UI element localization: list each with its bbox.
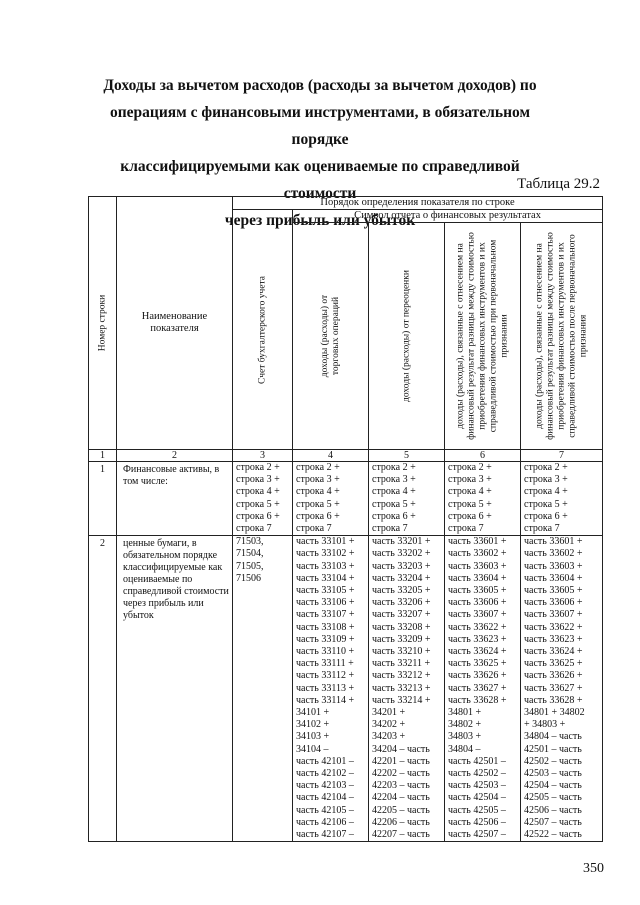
cell-line: 42207 – часть <box>372 829 430 841</box>
cell-line: часть 33602 + <box>448 548 507 560</box>
cell-line: часть 42506 – <box>448 816 506 828</box>
cell-line: строка 3 + <box>524 474 568 486</box>
cell-line: строка 6 + <box>372 510 416 522</box>
cell-line: 42505 – часть <box>524 792 582 804</box>
cell-line: строка 6 + <box>296 510 340 522</box>
cell-line: часть 33202 + <box>372 548 431 560</box>
row-cell <box>445 462 521 536</box>
cell-line: строка 7 <box>448 523 484 535</box>
cell-line: строка 7 <box>236 523 272 535</box>
cell-line: 42506 – часть <box>524 804 582 816</box>
cell-line: 42502 – часть <box>524 755 582 767</box>
header-indicator-name-text: Наименование показателя <box>141 311 208 334</box>
cell-line: 42201 – часть <box>372 755 430 767</box>
cell-line: 42204 – часть <box>372 792 430 804</box>
cell-line: строка 6 + <box>524 510 568 522</box>
cell-line: часть 42501 – <box>448 755 506 767</box>
cell-line: строка 6 + <box>448 510 492 522</box>
cell-line: строка 5 + <box>296 498 340 510</box>
header-col5 <box>369 223 445 450</box>
cell-line: часть 42107 – <box>296 829 354 841</box>
cell-line: часть 33627 + <box>524 682 583 694</box>
row-cell <box>369 536 445 842</box>
cell-line: строка 3 + <box>236 474 280 486</box>
row-cell <box>445 536 521 842</box>
column-number: 4 <box>293 450 369 462</box>
cell-line: часть 42103 – <box>296 780 354 792</box>
cell-line: строка 4 + <box>236 486 280 498</box>
cell-line: часть 33209 + <box>372 633 431 645</box>
cell-line: часть 33203 + <box>372 560 431 572</box>
cell-line: часть 33607 + <box>448 609 507 621</box>
cell-line: часть 33212 + <box>372 670 431 682</box>
cell-line: 34804 – часть <box>524 731 582 743</box>
header-col7 <box>521 223 603 450</box>
cell-line: часть 33108 + <box>296 621 355 633</box>
cell-line: часть 33623 + <box>524 633 583 645</box>
cell-line: часть 42102 – <box>296 768 354 780</box>
cell-line: часть 33110 + <box>296 646 355 658</box>
cell-line: часть 33103 + <box>296 560 355 572</box>
cell-line: часть 42104 – <box>296 792 354 804</box>
cell-line: 34203 + <box>372 731 406 743</box>
cell-line: 42203 – часть <box>372 780 430 792</box>
row-number: 1 <box>89 462 117 536</box>
cell-line: строка 3 + <box>296 474 340 486</box>
row-cell <box>369 462 445 536</box>
cell-line: часть 33627 + <box>448 682 507 694</box>
cell-line: часть 33104 + <box>296 572 355 584</box>
header-col5-text: доходы (расходы) от переоценки <box>401 270 411 402</box>
cell-line: часть 33204 + <box>372 572 431 584</box>
header-row-number <box>89 197 117 450</box>
cell-line: строка 2 + <box>296 462 340 473</box>
row-name: Финансовые активы, в том числе: <box>117 462 233 536</box>
cell-line: часть 33605 + <box>524 585 583 597</box>
cell-line: 34801 + <box>448 707 482 719</box>
cell-line: часть 42101 – <box>296 755 354 767</box>
cell-line: часть 33211 + <box>372 658 431 670</box>
cell-line: часть 33628 + <box>524 694 583 706</box>
column-number: 6 <box>445 450 521 462</box>
cell-line: 42504 – часть <box>524 780 582 792</box>
cell-line: 34801 + 34802 <box>524 707 585 719</box>
cell-line: 71504, <box>236 548 264 560</box>
cell-line: 34201 + <box>372 707 406 719</box>
cell-line: часть 33622 + <box>524 621 583 633</box>
cell-line: часть 33105 + <box>296 585 355 597</box>
cell-line: часть 33626 + <box>524 670 583 682</box>
cell-line: 34803 + <box>448 731 482 743</box>
cell-line: часть 33601 + <box>448 536 507 548</box>
cell-line: 34102 + <box>296 719 330 731</box>
cell-line: часть 33602 + <box>524 548 583 560</box>
row-cell <box>233 536 293 842</box>
cell-line: 71505, <box>236 560 264 572</box>
cell-line: часть 33101 + <box>296 536 355 548</box>
cell-line: 34802 + <box>448 719 482 731</box>
cell-line: часть 33624 + <box>524 646 583 658</box>
cell-line: строка 5 + <box>236 498 280 510</box>
cell-line: часть 33107 + <box>296 609 355 621</box>
column-number: 3 <box>233 450 293 462</box>
cell-line: часть 42507 – <box>448 829 506 841</box>
title-line: через прибыль или убыток <box>224 212 416 229</box>
cell-line: часть 33604 + <box>448 572 507 584</box>
cell-line: часть 33603 + <box>448 560 507 572</box>
cell-line: часть 33624 + <box>448 646 507 658</box>
cell-line: строка 4 + <box>524 486 568 498</box>
header-account <box>233 210 293 450</box>
title-line: Доходы за вычетом расходов (расходы за вычетом доходов) по <box>103 77 537 94</box>
header-row-number-text: Номер строки <box>97 294 107 352</box>
cell-line: 34204 – часть <box>372 743 430 755</box>
row-cell <box>293 536 369 842</box>
header-col6 <box>445 223 521 450</box>
header-group-order: Порядок определения показателя по строке <box>233 197 603 210</box>
indicator-table <box>88 196 603 842</box>
cell-line: строка 5 + <box>372 498 416 510</box>
cell-line: часть 33605 + <box>448 585 507 597</box>
cell-line: 71506 <box>236 572 261 584</box>
cell-line: часть 33106 + <box>296 597 355 609</box>
page-number: 350 <box>583 861 604 876</box>
cell-line: часть 33626 + <box>448 670 507 682</box>
cell-line: 34104 – <box>296 743 329 755</box>
cell-line: часть 33604 + <box>524 572 583 584</box>
cell-line: часть 42504 – <box>448 792 506 804</box>
cell-line: + 34803 + <box>524 719 566 731</box>
cell-line: часть 33628 + <box>448 694 507 706</box>
cell-line: часть 33113 + <box>296 682 355 694</box>
cell-line: часть 42106 – <box>296 816 354 828</box>
cell-line: 34103 + <box>296 731 330 743</box>
title-line: классифицируемыми как оцениваемые по справедливой стоимости <box>120 158 520 202</box>
cell-line: 42522 – часть <box>524 829 582 841</box>
column-number: 5 <box>369 450 445 462</box>
cell-line: 34101 + <box>296 707 330 719</box>
cell-line: часть 33207 + <box>372 609 431 621</box>
header-account-text: Счет бухгалтерского учета <box>257 275 267 384</box>
cell-line: часть 33102 + <box>296 548 355 560</box>
cell-line: часть 42503 – <box>448 780 506 792</box>
cell-line: часть 33112 + <box>296 670 355 682</box>
header-col6-text: доходы (расходы), связанные с отнесением на финансовый результат разницы между стоимостью приобретения финансовых инструментов и их справедливой стоимостью при первоначальном признании <box>455 232 509 440</box>
cell-line: строка 7 <box>296 523 332 535</box>
cell-line: часть 42502 – <box>448 768 506 780</box>
row-cell <box>521 462 603 536</box>
row-cell <box>521 536 603 842</box>
cell-line: строка 2 + <box>524 462 568 473</box>
cell-line: часть 33623 + <box>448 633 507 645</box>
cell-line: часть 33606 + <box>524 597 583 609</box>
cell-line: 34804 – <box>448 743 481 755</box>
cell-line: строка 2 + <box>372 462 416 473</box>
cell-line: строка 5 + <box>524 498 568 510</box>
cell-line: часть 33213 + <box>372 682 431 694</box>
cell-line: 42205 – часть <box>372 804 430 816</box>
cell-line: часть 33205 + <box>372 585 431 597</box>
cell-line: часть 33109 + <box>296 633 355 645</box>
cell-line: часть 33208 + <box>372 621 431 633</box>
cell-line: строка 7 <box>524 523 560 535</box>
title-line: операциям с финансовыми инструментами, в обязательном порядке <box>109 104 531 148</box>
header-col4-text: доходы (расходы) от торговых операций <box>319 294 341 378</box>
column-number: 7 <box>521 450 603 462</box>
cell-line: 71503, <box>236 536 264 548</box>
cell-line: часть 33206 + <box>372 597 431 609</box>
cell-line: часть 42105 – <box>296 804 354 816</box>
cell-line: часть 33603 + <box>524 560 583 572</box>
cell-line: часть 33625 + <box>524 658 583 670</box>
table-row <box>89 462 603 536</box>
cell-line: часть 33214 + <box>372 694 431 706</box>
row-number: 2 <box>89 536 117 842</box>
cell-line: строка 7 <box>372 523 408 535</box>
cell-line: часть 33114 + <box>296 694 355 706</box>
cell-line: часть 33607 + <box>524 609 583 621</box>
cell-line: часть 42505 – <box>448 804 506 816</box>
header-col7-text: доходы (расходы), связанные с отнесением на финансовый результат разницы между стоимостью приобретения финансовых инструментов и их справедливой стоимостью после первоначального признания <box>534 232 589 440</box>
row-name: ценные бумаги, в обязательном порядке классифицируемые как оцениваемые по справедливой стоимости через прибыль или убыток <box>117 536 233 842</box>
cell-line: строка 3 + <box>448 474 492 486</box>
row-cell <box>293 462 369 536</box>
header-group-symbol: Символ отчета о финансовых результатах <box>293 210 603 223</box>
cell-line: строка 4 + <box>296 486 340 498</box>
cell-line: 42202 – часть <box>372 768 430 780</box>
cell-line: часть 33201 + <box>372 536 431 548</box>
column-number: 2 <box>117 450 233 462</box>
table-row <box>89 536 603 842</box>
cell-line: часть 33210 + <box>372 646 431 658</box>
cell-line: строка 2 + <box>448 462 492 473</box>
row-cell <box>233 462 293 536</box>
cell-line: строка 4 + <box>372 486 416 498</box>
cell-line: 42501 – часть <box>524 743 582 755</box>
header-indicator-name <box>117 197 233 450</box>
header-col4 <box>293 223 369 450</box>
cell-line: строка 5 + <box>448 498 492 510</box>
table-caption: Таблица 29.2 <box>517 176 600 192</box>
cell-line: 34202 + <box>372 719 406 731</box>
column-number: 1 <box>89 450 117 462</box>
cell-line: часть 33625 + <box>448 658 507 670</box>
cell-line: строка 4 + <box>448 486 492 498</box>
cell-line: 42507 – часть <box>524 816 582 828</box>
column-number-row <box>89 450 603 462</box>
cell-line: строка 3 + <box>372 474 416 486</box>
cell-line: строка 2 + <box>236 462 280 473</box>
cell-line: 42206 – часть <box>372 816 430 828</box>
cell-line: 42503 – часть <box>524 768 582 780</box>
cell-line: строка 6 + <box>236 510 280 522</box>
cell-line: часть 33111 + <box>296 658 354 670</box>
cell-line: часть 33622 + <box>448 621 507 633</box>
cell-line: часть 33606 + <box>448 597 507 609</box>
cell-line: часть 33601 + <box>524 536 583 548</box>
